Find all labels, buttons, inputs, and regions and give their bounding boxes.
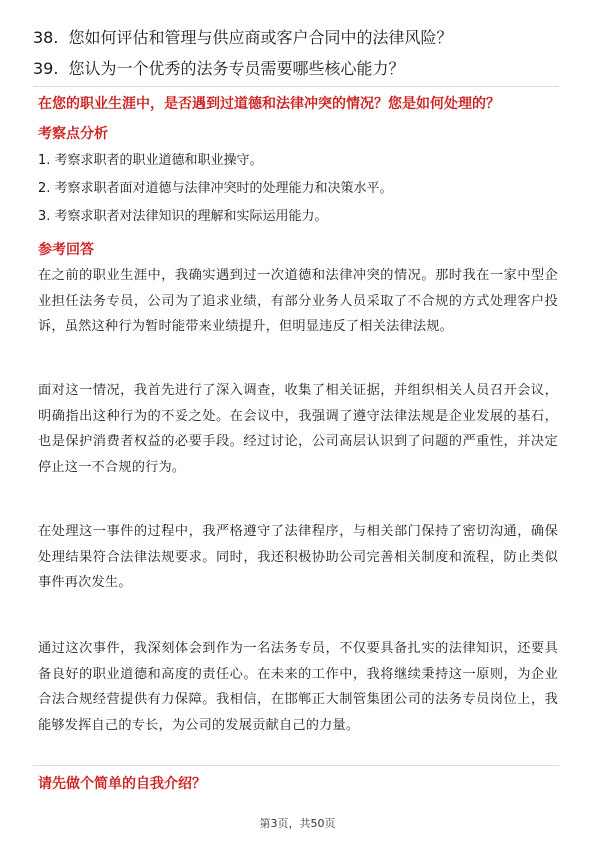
divider bbox=[33, 86, 559, 87]
analysis-point-2: 2. 考察求职者面对道德与法律冲突时的处理能力和决策水平。 bbox=[38, 181, 393, 196]
question-text: 您认为一个优秀的法务专员需要哪些核心能力？ bbox=[68, 59, 405, 78]
answer-paragraph-4: 通过这次事件，我深刻体会到作为一名法务专员，不仅要具备扎实的法律知识，还要具备良好的职业道德和高度的责任心。在未来的工作中，我将继续秉持这一原则，为企业合法合规经营提供有力保障。我相信，在邯郸正大制管集团公司的法务专员岗位上，我能够发挥自己的专长，为公司的发展贡献自己的力量。 bbox=[38, 641, 558, 733]
answer-paragraph-3: 在处理这一事件的过程中，我严格遵守了法律程序，与相关部门保持了密切沟通，确保处理结果符合法律法规要求。同时，我还积极协助公司完善相关制度和流程，防止类似事件再次发生。 bbox=[38, 524, 558, 590]
analysis-label: 考察点分析 bbox=[38, 126, 108, 142]
answer-paragraph-2: 面对这一情况，我首先进行了深入调查，收集了相关证据，并组织相关人员召开会议，明确指出这种行为的不妥之处。在会议中，我强调了遵守法律法规是企业发展的基石，也是保护消费者权益的必要手段。经过讨论，公司高层认识到了问题的严重性，并决定停止这一不合规的行为。 bbox=[38, 383, 558, 475]
analysis-point-1: 1. 考察求职者的职业道德和职业操守。 bbox=[38, 153, 263, 168]
question-39 bbox=[33, 59, 404, 79]
question-number: 39. bbox=[33, 59, 59, 78]
analysis-point-3: 3. 考察求职者对法律知识的理解和实际运用能力。 bbox=[38, 209, 328, 224]
question-number: 38. bbox=[33, 28, 59, 47]
next-question-heading: 请先做个简单的自我介绍？ bbox=[38, 776, 206, 792]
question-38 bbox=[33, 28, 452, 48]
divider bbox=[33, 765, 559, 766]
answer-label: 参考回答 bbox=[38, 242, 94, 258]
answer-paragraph-1: 在之前的职业生涯中，我确实遇到过一次道德和法律冲突的情况。那时我在一家中型企业担任法务专员，公司为了追求业绩，有部分业务人员采取了不合规的方式处理客户投诉，虽然这种行为暂时能带来业绩提升，但明显违反了相关法律法规。 bbox=[38, 268, 558, 334]
page-footer: 第3页，共50页 bbox=[259, 817, 336, 830]
main-question-heading: 在您的职业生涯中，是否遇到过道德和法律冲突的情况？您是如何处理的？ bbox=[38, 96, 500, 112]
question-text: 您如何评估和管理与供应商或客户合同中的法律风险？ bbox=[68, 28, 453, 47]
